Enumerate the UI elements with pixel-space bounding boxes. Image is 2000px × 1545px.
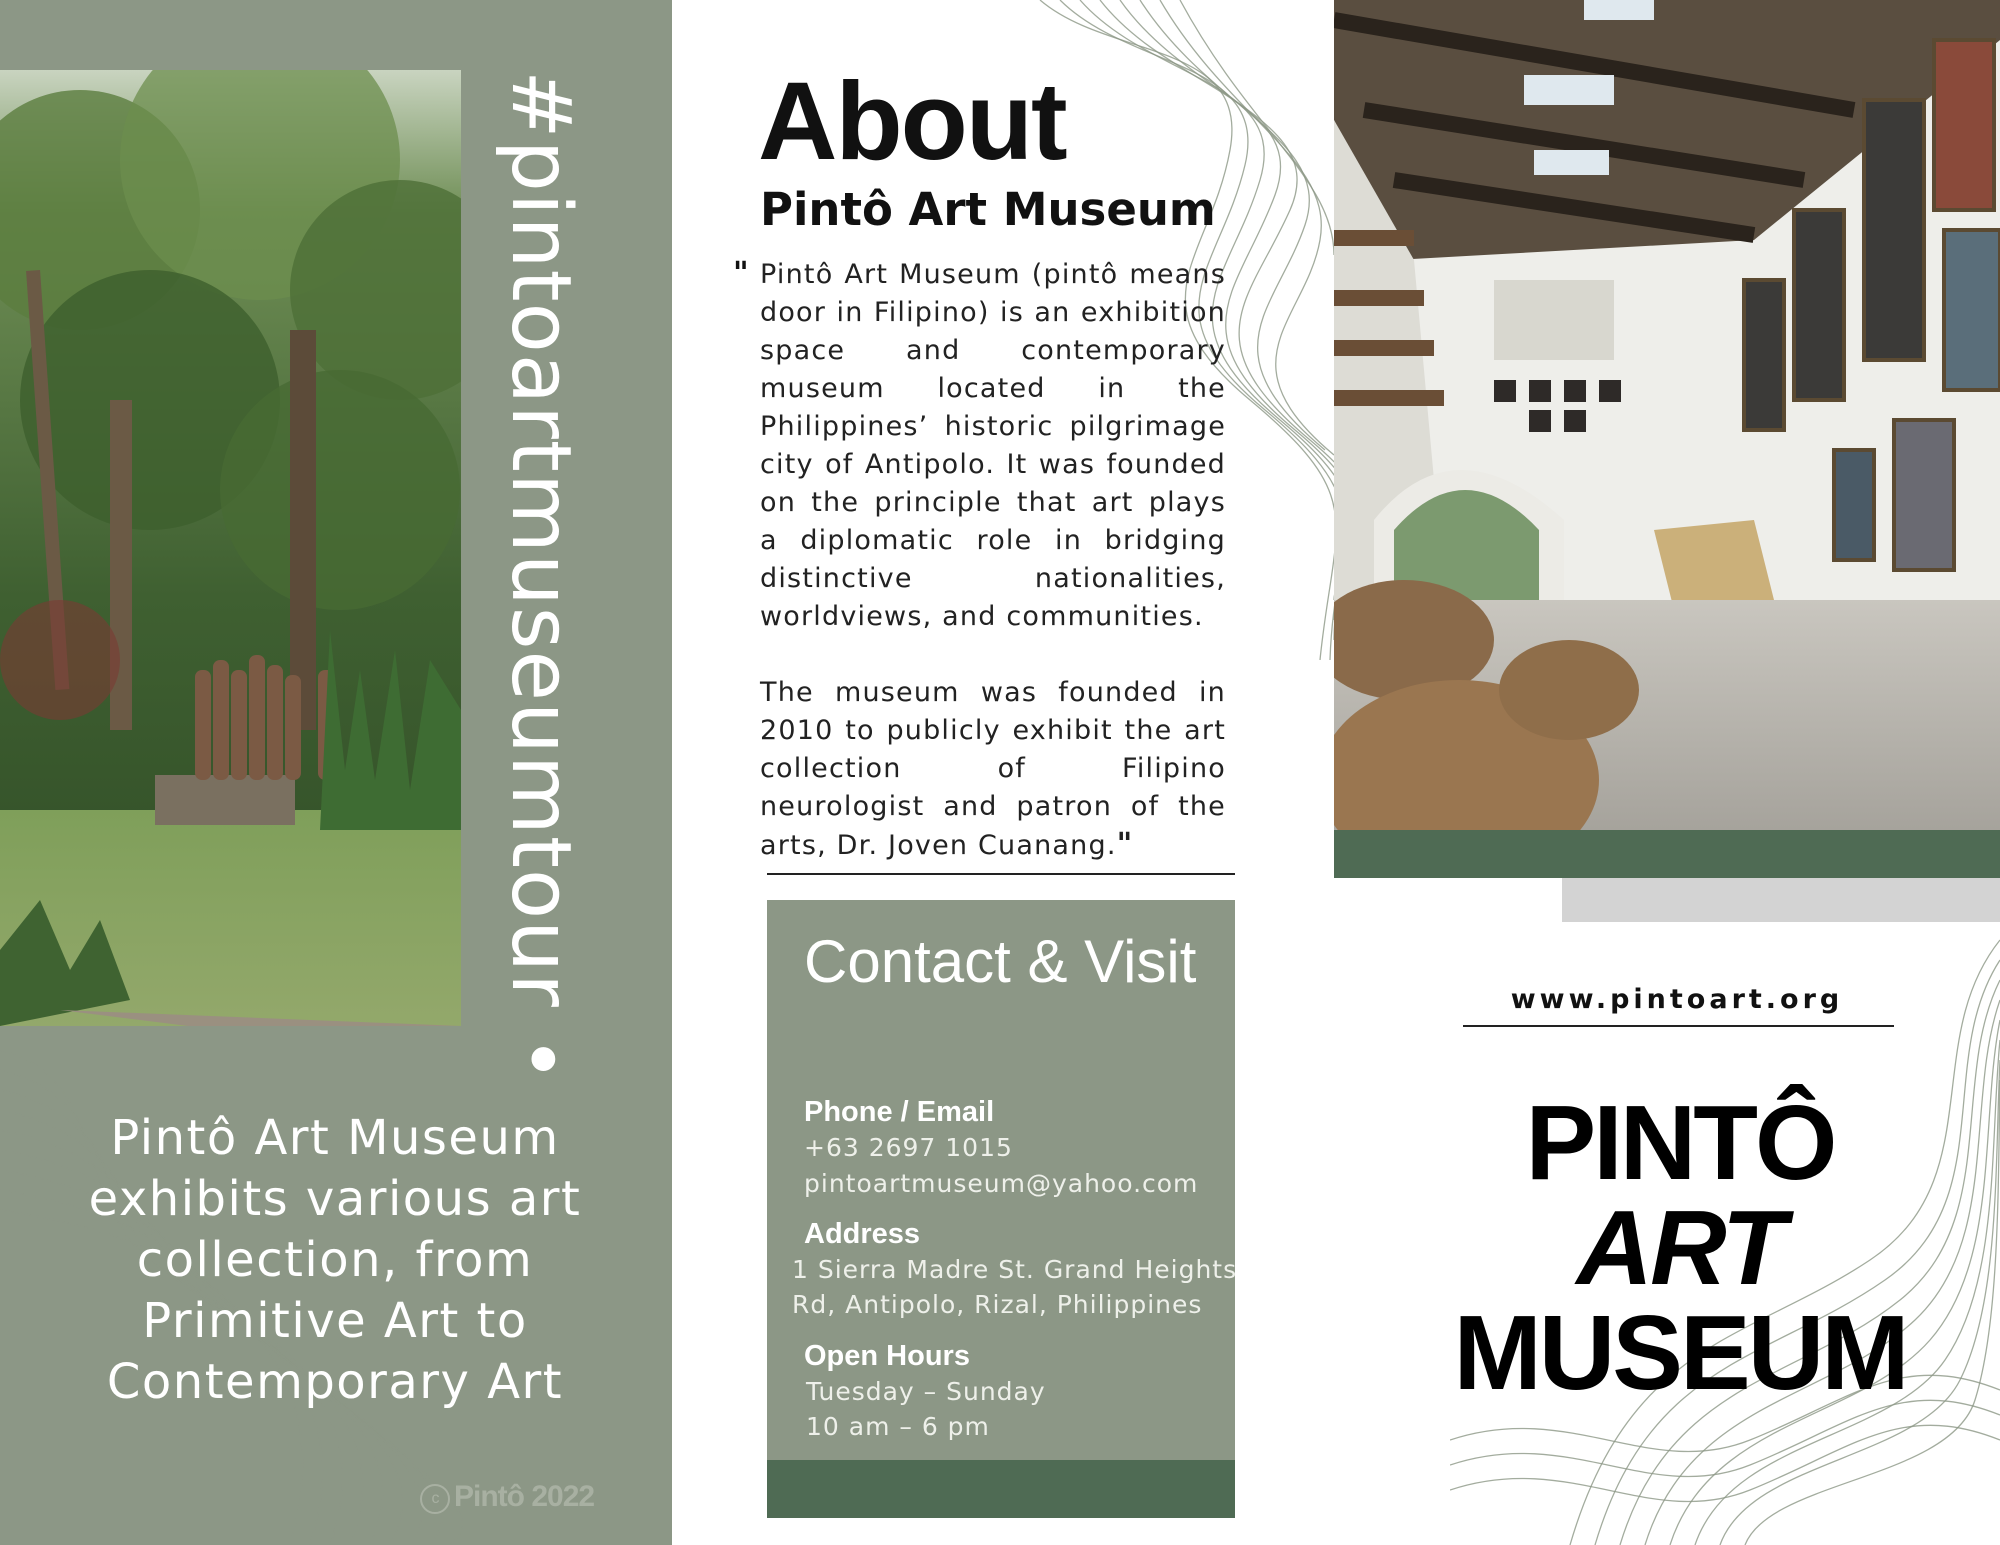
tagline-line: exhibits various art [88, 1171, 582, 1227]
garden-photo [0, 70, 461, 1026]
website-link[interactable]: www.pintoart.org [1510, 984, 1844, 1015]
hashtag-text: #pintoartmuseumtour • [493, 70, 588, 1085]
accent-band-gray [1562, 878, 2000, 922]
museum-logo-art: ART [1576, 1189, 1784, 1307]
phone-email-label: Phone / Email [804, 1096, 995, 1128]
copyright [420, 1480, 594, 1514]
website-divider [1463, 1025, 1894, 1027]
address-line: 1 Sierra Madre St. Grand Heights [792, 1255, 1238, 1284]
copyright-text: Pintô 2022 [454, 1480, 595, 1513]
open-hours-label: Open Hours [804, 1340, 970, 1372]
tagline-line: Pintô Art Museum [110, 1110, 560, 1166]
left-panel [0, 0, 672, 1545]
address-label: Address [804, 1218, 921, 1250]
contact-footer-band [767, 1460, 1235, 1518]
open-hours-time: 10 am – 6 pm [806, 1412, 990, 1441]
about-paragraph: The museum was founded in 2010 to publicly exhibit the art collection of Filipino neurologist and patron of the arts, Dr. Joven Cuanang. [760, 677, 1226, 861]
phone-number[interactable]: +63 2697 1015 [804, 1133, 1013, 1162]
museum-logo-museum: MUSEUM [1453, 1294, 1907, 1412]
accent-band-green [1334, 830, 2000, 878]
about-divider [767, 873, 1235, 875]
about-subtitle: Pintô Art Museum [760, 183, 1216, 236]
museum-interior-photo [1334, 0, 2000, 830]
open-hours-days: Tuesday – Sunday [806, 1377, 1046, 1406]
about-paragraph: Pintô Art Museum (pintô means door in Filipino) is an exhibition space and contemporary museum located in the Philippines’ historic pilgrimage city of Antipolo. It was founded on the principle that art plays a diplomatic role in bridging distinctive nationalities, worldviews, and communities. [760, 259, 1226, 632]
tagline-line: Primitive Art to [142, 1293, 528, 1349]
hashtag-banner [470, 70, 610, 1085]
email-address[interactable]: pintoartmuseum@yahoo.com [804, 1169, 1199, 1198]
tagline-line: collection, from [136, 1232, 534, 1288]
about-body [760, 256, 1226, 865]
contact-title: Contact & Visit [804, 928, 1197, 995]
about-paragraph-final [760, 674, 1226, 865]
address-line: Rd, Antipolo, Rizal, Philippines [792, 1290, 1203, 1319]
museum-logo-pinto: PINTÔ [1525, 1084, 1835, 1202]
about-title: About [758, 60, 1066, 183]
close-quote-mark: " [1116, 827, 1134, 862]
tagline-line: Contemporary Art [106, 1354, 564, 1410]
tagline [40, 1108, 630, 1413]
copyright-icon: c [420, 1484, 450, 1514]
open-quote-mark: " [733, 256, 749, 291]
